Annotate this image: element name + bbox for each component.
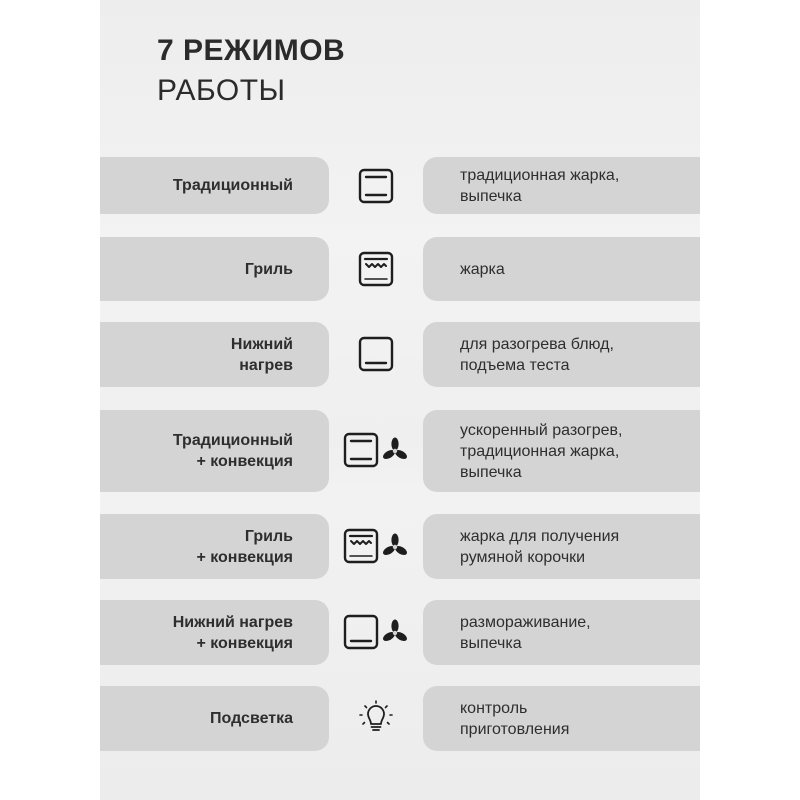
page-subtitle: РАБОТЫ (157, 74, 286, 107)
mode-name: Гриль (244, 260, 293, 278)
mode-name-pill (100, 514, 329, 579)
mode-description: традиционная жарка, выпечка (460, 166, 620, 205)
modes-panel (100, 0, 700, 800)
mode-name-pill (100, 410, 329, 492)
mode-name: Нижний нагрев + конвекция (172, 613, 293, 652)
oven-bottom-heat-fan-icon (343, 614, 409, 650)
mode-description: для разогрева блюд, подъема теста (460, 335, 614, 374)
mode-description-pill (423, 600, 700, 665)
mode-name: Гриль + конвекция (196, 527, 293, 566)
page-title: 7 РЕЖИМОВ (157, 34, 346, 67)
mode-name: Традиционный + конвекция (172, 432, 293, 470)
oven-grill-fan-icon (343, 528, 409, 564)
mode-name-pill (100, 600, 329, 665)
oven-grill-icon (358, 251, 394, 287)
mode-name-pill (100, 322, 329, 387)
oven-top-bottom-heat-icon (358, 168, 394, 204)
mode-name-pill (100, 237, 329, 301)
mode-description: ускоренный разогрев, традиционная жарка, выпечка (460, 421, 623, 481)
mode-description: жарка для получения румяной корочки (460, 527, 620, 566)
mode-description-pill (423, 157, 700, 214)
mode-description: контроль приготовления (460, 699, 570, 738)
mode-name: Традиционный (172, 177, 293, 194)
mode-description: жарка (460, 260, 505, 278)
mode-name: Подсветка (210, 710, 293, 727)
mode-description: размораживание, выпечка (460, 613, 591, 652)
mode-name: Нижний нагрев (230, 335, 293, 374)
oven-bottom-heat-icon (358, 336, 394, 372)
light-bulb-icon (358, 700, 394, 738)
mode-description-pill (423, 410, 700, 492)
mode-description-pill (423, 514, 700, 579)
mode-name-pill (100, 686, 329, 751)
oven-top-bottom-heat-fan-icon (343, 432, 409, 468)
mode-description-pill (423, 322, 700, 387)
mode-name-pill (100, 157, 329, 214)
mode-description-pill (423, 686, 700, 751)
mode-description-pill (423, 237, 700, 301)
